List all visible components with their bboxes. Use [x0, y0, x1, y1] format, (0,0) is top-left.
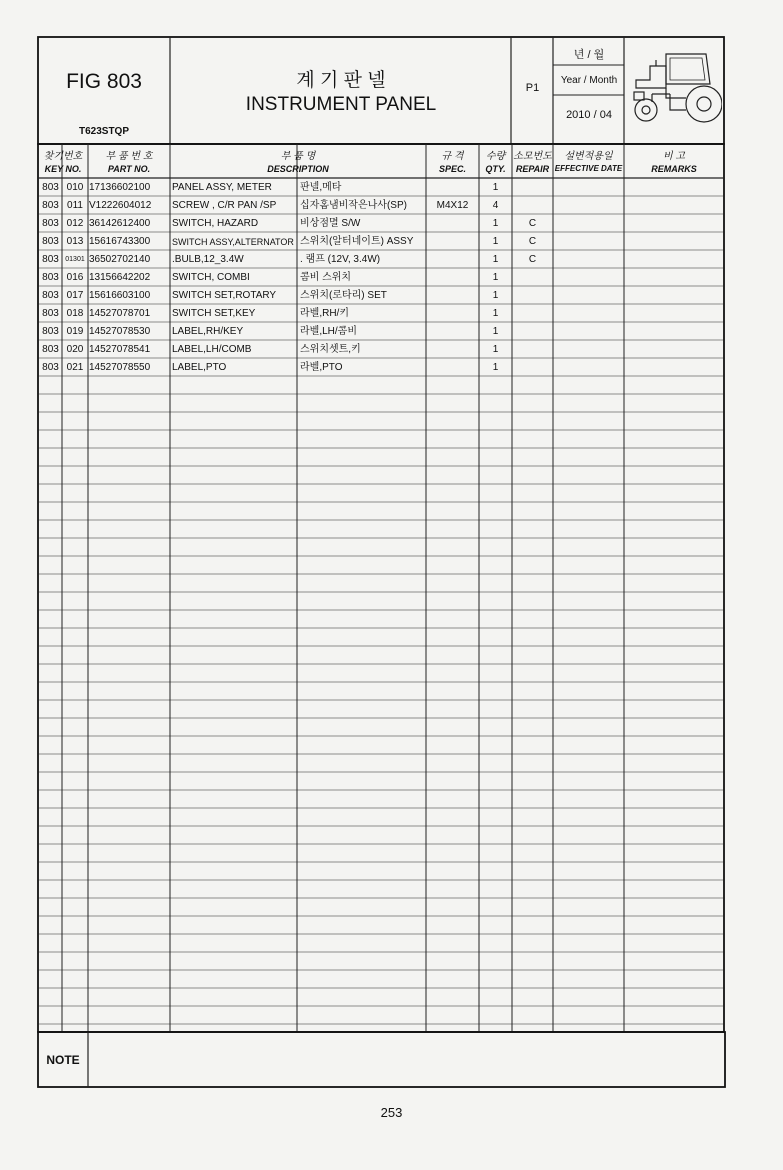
row-part-number: 15616743300 [89, 236, 151, 247]
row-repair [512, 343, 553, 357]
row-key: 021 [66, 362, 84, 373]
row-part-number: 17136602100 [89, 182, 151, 193]
column-header-desc-en: DESCRIPTION [267, 164, 329, 174]
row-description-ko: 스위치(알터네이트) ASSY [300, 236, 414, 247]
row-key: 013 [66, 236, 84, 247]
row-description-en: SWITCH ASSY,ALTERNATOR [172, 237, 294, 247]
column-header-part-ko: 부 품 번 호 [105, 151, 153, 162]
row-spec [426, 253, 479, 267]
row-description-ko: 라벨,RH/키 [300, 308, 349, 319]
row-description-ko: 콤비 스위치 [300, 272, 352, 283]
column-header-eff-en: EFFECTIVE DATE [554, 164, 623, 173]
row-fig: 803 [42, 362, 59, 373]
column-header-eff-ko: 설변적용일 [564, 151, 613, 162]
row-part-number: 36502702140 [89, 254, 151, 265]
row-key: 012 [66, 218, 84, 229]
tractor-icon [626, 40, 722, 136]
row-description-en: LABEL,RH/KEY [172, 326, 244, 337]
row-part-number: V1222604012 [89, 200, 152, 211]
row-part-number: 15616603100 [89, 290, 151, 301]
title-korean: 계 기 판 넬 [296, 70, 386, 91]
row-description-en: SWITCH SET,KEY [172, 308, 256, 319]
row-description-ko: . 램프 (12V, 3.4W) [300, 254, 381, 265]
column-header-rem-ko: 비 고 [662, 151, 686, 162]
row-fig: 803 [42, 200, 59, 211]
row-description-ko: 스위치셋트,키 [300, 344, 361, 355]
row-part-number: 36142612400 [89, 218, 151, 229]
row-fig: 803 [42, 326, 59, 337]
row-repair: C [528, 254, 537, 265]
column-header-rem-en: REMARKS [651, 164, 697, 174]
row-key: 010 [66, 182, 84, 193]
row-qty: 1 [492, 326, 499, 337]
row-qty: 1 [492, 182, 499, 193]
row-spec [426, 271, 479, 285]
row-part-number: 14527078530 [89, 326, 151, 337]
row-fig: 803 [42, 182, 59, 193]
row-repair [512, 199, 553, 213]
fig-number: FIG 803 [66, 70, 142, 93]
row-qty: 1 [492, 272, 499, 283]
row-description-en: PANEL ASSY, METER [172, 182, 272, 193]
row-qty: 1 [492, 236, 499, 247]
row-fig: 803 [42, 236, 59, 247]
column-header-key-ko: 찾기번호 [43, 151, 83, 162]
column-header-repair-ko: 소모번도 [513, 151, 552, 162]
column-header-spec-ko: 규 격 [441, 151, 464, 162]
column-header-desc-ko: 부 품 명 [280, 151, 316, 162]
row-key: 018 [66, 308, 84, 319]
row-spec [426, 217, 479, 231]
row-qty: 1 [492, 290, 499, 301]
row-spec [426, 181, 479, 195]
row-description-en: SWITCH SET,ROTARY [172, 290, 277, 301]
column-header-key-en: KEY NO. [44, 164, 82, 174]
row-repair: C [528, 236, 537, 247]
note-label: NOTE [46, 1052, 80, 1067]
row-description-ko: 라벨,PTO [300, 362, 343, 373]
row-description-ko: 판넬,메타 [300, 182, 342, 193]
row-spec [426, 235, 479, 249]
row-key: 011 [67, 200, 83, 211]
row-part-number: 13156642202 [89, 272, 151, 283]
row-description-ko: 십자홈냄비작은나사(SP) [300, 200, 407, 211]
row-description-en: SCREW , C/R PAN /SP [172, 200, 277, 211]
row-fig: 803 [42, 290, 59, 301]
row-spec [426, 307, 479, 321]
year-month-en: Year / Month [560, 75, 618, 86]
column-header-qty-ko: 수량 [485, 151, 506, 162]
row-repair [512, 325, 553, 339]
row-qty: 4 [492, 200, 499, 211]
row-fig: 803 [42, 218, 59, 229]
row-fig: 803 [42, 254, 59, 265]
row-part-number: 14527078541 [89, 344, 151, 355]
row-key: 019 [66, 326, 84, 337]
row-description-en: SWITCH, COMBI [172, 272, 250, 283]
row-description-en: SWITCH, HAZARD [172, 218, 259, 229]
column-header-repair-en: REPAIR [515, 164, 550, 174]
title-english: INSTRUMENT PANEL [245, 94, 437, 115]
row-description-ko: 비상점멸 S/W [300, 218, 361, 229]
row-fig: 803 [42, 308, 59, 319]
row-fig: 803 [42, 344, 59, 355]
row-qty: 1 [492, 308, 499, 319]
row-spec [426, 325, 479, 339]
column-header-qty-en: QTY. [485, 164, 506, 174]
row-part-number: 14527078550 [89, 362, 151, 373]
row-key: 020 [66, 344, 84, 355]
row-fig: 803 [42, 272, 59, 283]
year-month-ko: 년 / 월 [573, 49, 605, 61]
row-spec [426, 361, 479, 375]
row-description-en: LABEL,PTO [172, 362, 227, 373]
row-repair [512, 271, 553, 285]
row-qty: 1 [492, 218, 499, 229]
revision-date: 2010 / 04 [566, 109, 612, 121]
row-description-en: LABEL,LH/COMB [172, 344, 252, 355]
row-description-ko: 라벨,LH/콤비 [300, 326, 357, 337]
row-part-number: 14527078701 [89, 308, 151, 319]
row-repair [512, 307, 553, 321]
row-qty: 1 [492, 362, 499, 373]
row-key: 016 [66, 272, 84, 283]
row-repair [512, 289, 553, 303]
note-frame [38, 1032, 725, 1087]
page-code: P1 [525, 82, 540, 94]
row-description-ko: 스위치(로타리) SET [300, 290, 387, 301]
row-qty: 1 [492, 254, 499, 265]
row-repair [512, 181, 553, 195]
row-description-en: .BULB,12_3.4W [172, 254, 244, 265]
row-qty: 1 [492, 344, 499, 355]
row-repair: C [528, 218, 537, 229]
row-key: 017 [66, 290, 84, 301]
model-code: T623STQP [78, 126, 130, 137]
row-spec [426, 289, 479, 303]
column-header-part-en: PART NO. [107, 164, 151, 174]
row-spec: M4X12 [436, 200, 469, 211]
row-repair [512, 361, 553, 375]
page-number: 253 [380, 1105, 403, 1120]
column-header-spec-en: SPEC. [438, 164, 466, 174]
row-key: 01301 [65, 256, 85, 263]
row-spec [426, 343, 479, 357]
